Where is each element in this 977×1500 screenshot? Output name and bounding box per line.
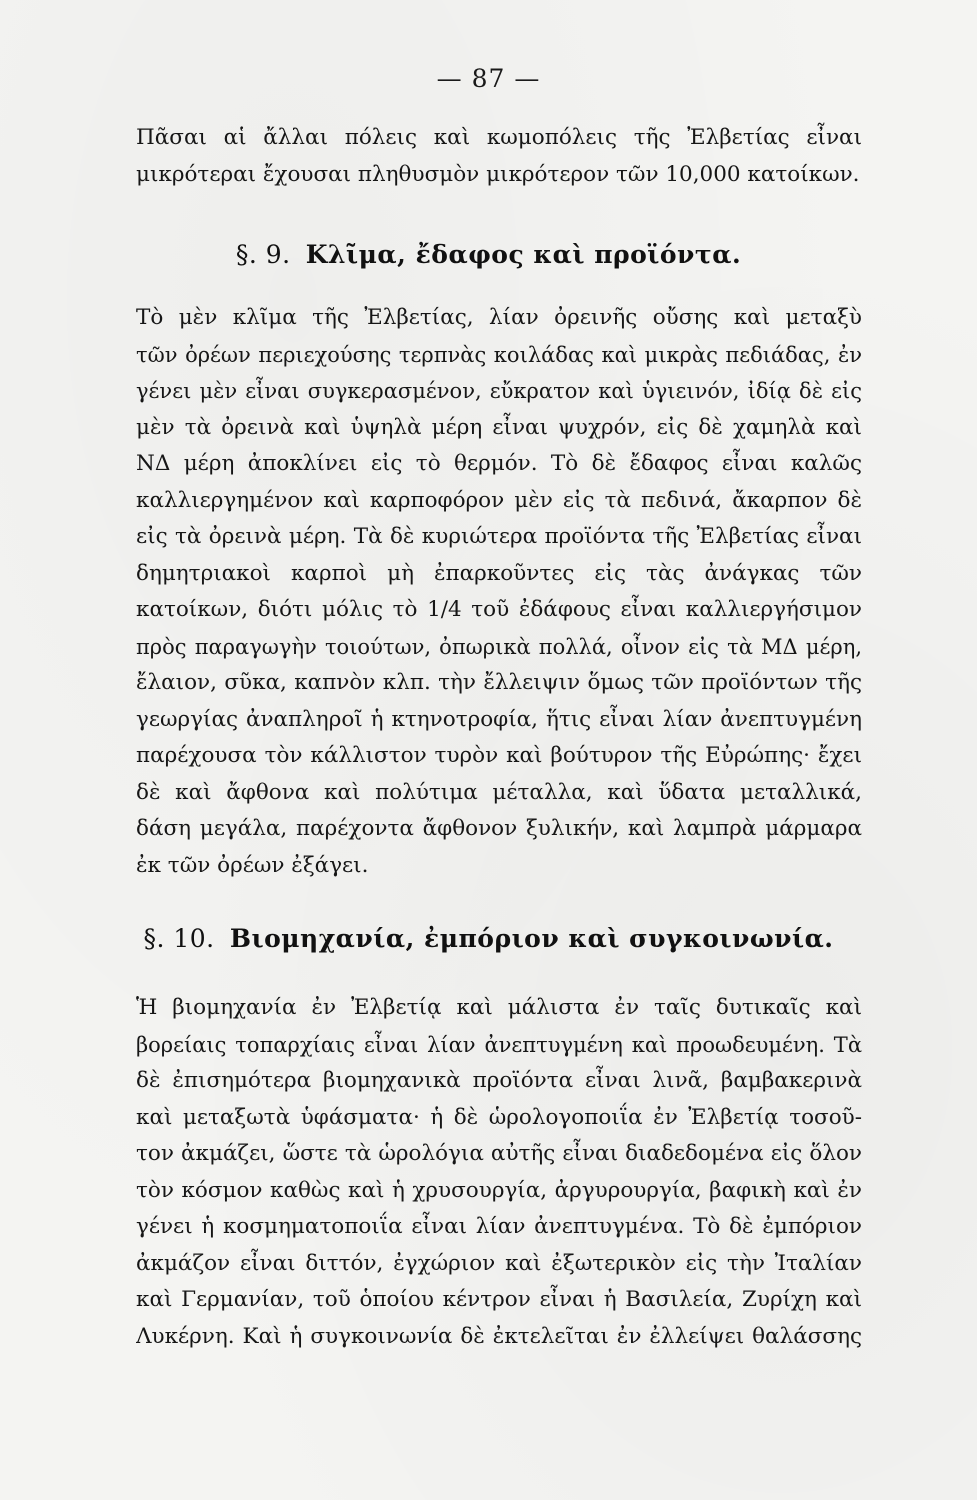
text-line: καλλιεργημένον καὶ καρποφόρον μὲν εἰς τὰ πεδινά, ἄκαρπον δὲ xyxy=(136,487,862,513)
text-line: εἰς τὰ ὀρεινὰ μέρη. Τὰ δὲ κυριώτερα προϊόντα τῆς Ἐλβετίας εἶναι xyxy=(136,524,862,549)
text-line: δάση μεγάλα, παρέχοντα ἄφθονον ξυλικήν, καὶ λαμπρὰ μάρμαρα xyxy=(136,816,862,841)
text-line: δὲ ἐπισημότερα βιομηχανικὰ προϊόντα εἶναι λινᾶ, βαμβακερινὰ xyxy=(136,1068,862,1093)
text-line: γένει ἡ κοσμηματοποιΐα εἶναι λίαν ἀνεπτυγμένα. Τὸ δὲ ἐμπόριον xyxy=(136,1214,862,1239)
text-line: κατοίκων, διότι μόλις τὸ 1/4 τοῦ ἐδάφους εἶναι καλλιεργήσιμον xyxy=(136,597,862,622)
text-line: γεωργίας ἀναπληροῖ ἡ κτηνοτροφία, ἥτις εἶναι λίαν ἀνεπτυγμένη xyxy=(136,706,862,732)
paragraph-climate xyxy=(136,300,862,884)
text-line: Πᾶσαι αἱ ἄλλαι πόλεις καὶ κωμοπόλεις τῆς Ἐλβετίας εἶναι xyxy=(136,125,862,150)
page-number: — 87 — xyxy=(436,64,541,93)
section-title: Κλῖμα, ἔδαφος καὶ προϊόντα. xyxy=(305,240,742,269)
text-line: ἀκμάζον εἶναι διττόν, ἐγχώριον καὶ ἐξωτερικὸν εἰς τὴν Ἰταλίαν xyxy=(136,1250,862,1276)
text-line: δὲ καὶ ἄφθονα καὶ πολύτιμα μέταλλα, καὶ ὕδατα μεταλλικά, xyxy=(136,779,862,805)
text-line: Τὸ μὲν κλῖμα τῆς Ἐλβετίας, λίαν ὀρεινῆς οὔσης καὶ μεταξὺ xyxy=(136,305,862,330)
text-line: γένει μὲν εἶναι συγκερασμένον, εὔκρατον καὶ ὑγιεινόν, ἰδίᾳ δὲ εἰς xyxy=(136,379,862,403)
text-line: πρὸς παραγωγὴν τοιούτων, ὀπωρικὰ πολλά, οἶνον εἰς τὰ ΜΔ μέρη, xyxy=(136,634,862,659)
text-line: ἔλαιον, σῦκα, καπνὸν κλπ. τὴν ἔλλειψιν ὅμως τῶν προϊόντων τῆς xyxy=(136,670,862,695)
text-line: ἐκ τῶν ὀρέων ἐξάγει. xyxy=(136,852,369,878)
section-heading-10 xyxy=(0,924,977,953)
text-line: Ἡ βιομηχανία ἐν Ἐλβετίᾳ καὶ μάλιστα ἐν ταῖς δυτικαῖς καὶ xyxy=(136,995,862,1020)
text-line: δημητριακοὶ καρποὶ μὴ ἐπαρκοῦντες εἰς τὰς ἀνάγκας τῶν xyxy=(136,560,862,586)
section-heading-9 xyxy=(0,240,977,269)
text-line: καὶ μεταξωτὰ ὑφάσματα· ἡ δὲ ὡρολογοποιΐα ἐν Ἐλβετίᾳ τοσοῦ- xyxy=(136,1104,862,1130)
text-line: τον ἀκμάζει, ὥστε τὰ ὡρολόγια αὐτῆς εἶναι διαδεδομένα εἰς ὅλον xyxy=(136,1141,862,1166)
text-line: τὸν κόσμον καθὼς καὶ ἡ χρυσουργία, ἀργυρουργία, βαφικὴ καὶ ἐν xyxy=(136,1177,862,1203)
text-line: βορείαις τοπαρχίαις εἶναι λίαν ἀνεπτυγμένη καὶ προωδευμένη. Τὰ xyxy=(136,1032,862,1057)
paragraph-industry xyxy=(136,990,862,1355)
text-line: μικρότεραι ἔχουσαι πληθυσμὸν μικρότερον τῶν 10,000 κατοίκων. xyxy=(136,161,860,187)
section-number: §. 10. xyxy=(143,924,215,953)
text-line: καὶ Γερμανίαν, τοῦ ὁποίου κέντρον εἶναι ἡ Βασιλεία, Ζυρίχη καὶ xyxy=(136,1287,862,1312)
section-number: §. 9. xyxy=(235,240,291,269)
paragraph-intro xyxy=(136,120,862,193)
text-line: μὲν τὰ ὀρεινὰ καὶ ὑψηλὰ μέρη εἶναι ψυχρόν, εἰς δὲ χαμηλὰ καὶ xyxy=(136,414,862,440)
text-line: τῶν ὀρέων περιεχούσης τερπνὰς κοιλάδας καὶ μικρὰς πεδιάδας, ἐν xyxy=(136,342,862,367)
text-line: ΝΔ μέρη ἀποκλίνει εἰς τὸ θερμόν. Τὸ δὲ ἔδαφος εἶναι καλῶς xyxy=(136,451,862,476)
text-line: παρέχουσα τὸν κάλλιστον τυρὸν καὶ βούτυρον τῆς Εὐρώπης· ἔχει xyxy=(136,743,862,768)
text-line: Λυκέρνη. Καὶ ἡ συγκοινωνία δὲ ἐκτελεῖται ἐν ἐλλείψει θαλάσσης xyxy=(136,1323,862,1349)
section-title: Βιομηχανία, ἐμπόριον καὶ συγκοινωνία. xyxy=(229,924,834,953)
